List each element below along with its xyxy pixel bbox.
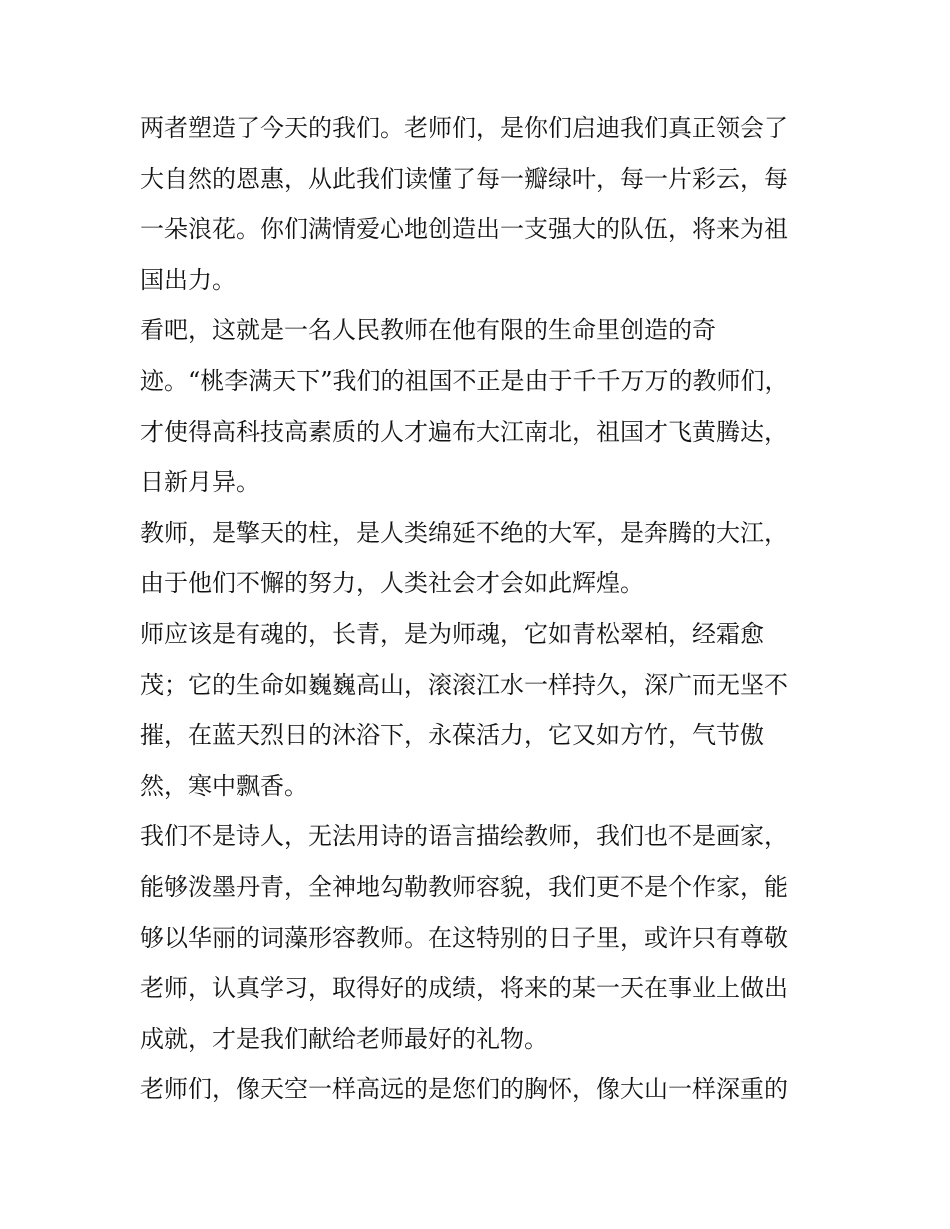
text-line: 然，寒中飘香。	[140, 771, 308, 800]
text-line: 日新月异。	[140, 468, 260, 497]
text-line: 大自然的恩惠，从此我们读懂了每一瓣绿叶，每一片彩云，每	[140, 164, 788, 193]
text-line: 两者塑造了今天的我们。老师们，是你们启迪我们真正领会了	[140, 114, 788, 142]
text-line: 由于他们不懈的努力，人类社会才会如此辉煌。	[140, 569, 644, 598]
text-line: 摧，在蓝天烈日的沐浴下，永葆活力，它又如方竹，气节傲	[140, 721, 764, 750]
paragraph	[140, 811, 814, 1064]
text-line: 一朵浪花。你们满情爱心地创造出一支强大的队伍，将来为祖	[140, 215, 788, 244]
text-line: 迹。“桃李满天下”我们的祖国不正是由于千千万万的教师们，	[140, 366, 789, 395]
text-line: 茂；它的生命如巍巍高山，滚滚江水一样持久，深广而无坚不	[140, 670, 788, 699]
paragraph	[140, 103, 814, 305]
text-line: 师应该是有魂的，长青，是为师魂，它如青松翠柏，经霜愈	[140, 619, 764, 648]
text-line: 国出力。	[140, 265, 236, 294]
text-line: 老师，认真学习，取得好的成绩，将来的某一天在事业上做出	[140, 974, 788, 1003]
paragraph	[140, 508, 814, 609]
paragraph	[140, 609, 814, 811]
text-line: 成就，才是我们献给老师最好的礼物。	[140, 1024, 548, 1053]
text-line: 能够泼墨丹青，全神地勾勒教师容貌，我们更不是个作家，能	[140, 872, 788, 901]
text-column	[140, 103, 814, 1115]
text-line: 够以华丽的词藻形容教师。在这特别的日子里，或许只有尊敬	[140, 923, 788, 952]
text-line: 才使得高科技高素质的人才遍布大江南北，祖国才飞黄腾达，	[140, 417, 788, 446]
paragraph	[140, 305, 814, 507]
text-line: 教师，是擎天的柱，是人类绵延不绝的大军，是奔腾的大江，	[140, 518, 788, 547]
text-line: 看吧，这就是一名人民教师在他有限的生命里创造的奇	[140, 316, 716, 345]
text-line: 老师们，像天空一样高远的是您们的胸怀，像大山一样深重的	[140, 1075, 788, 1104]
text-line: 我们不是诗人，无法用诗的语言描绘教师，我们也不是画家，	[140, 822, 788, 851]
paragraph	[140, 1064, 814, 1115]
